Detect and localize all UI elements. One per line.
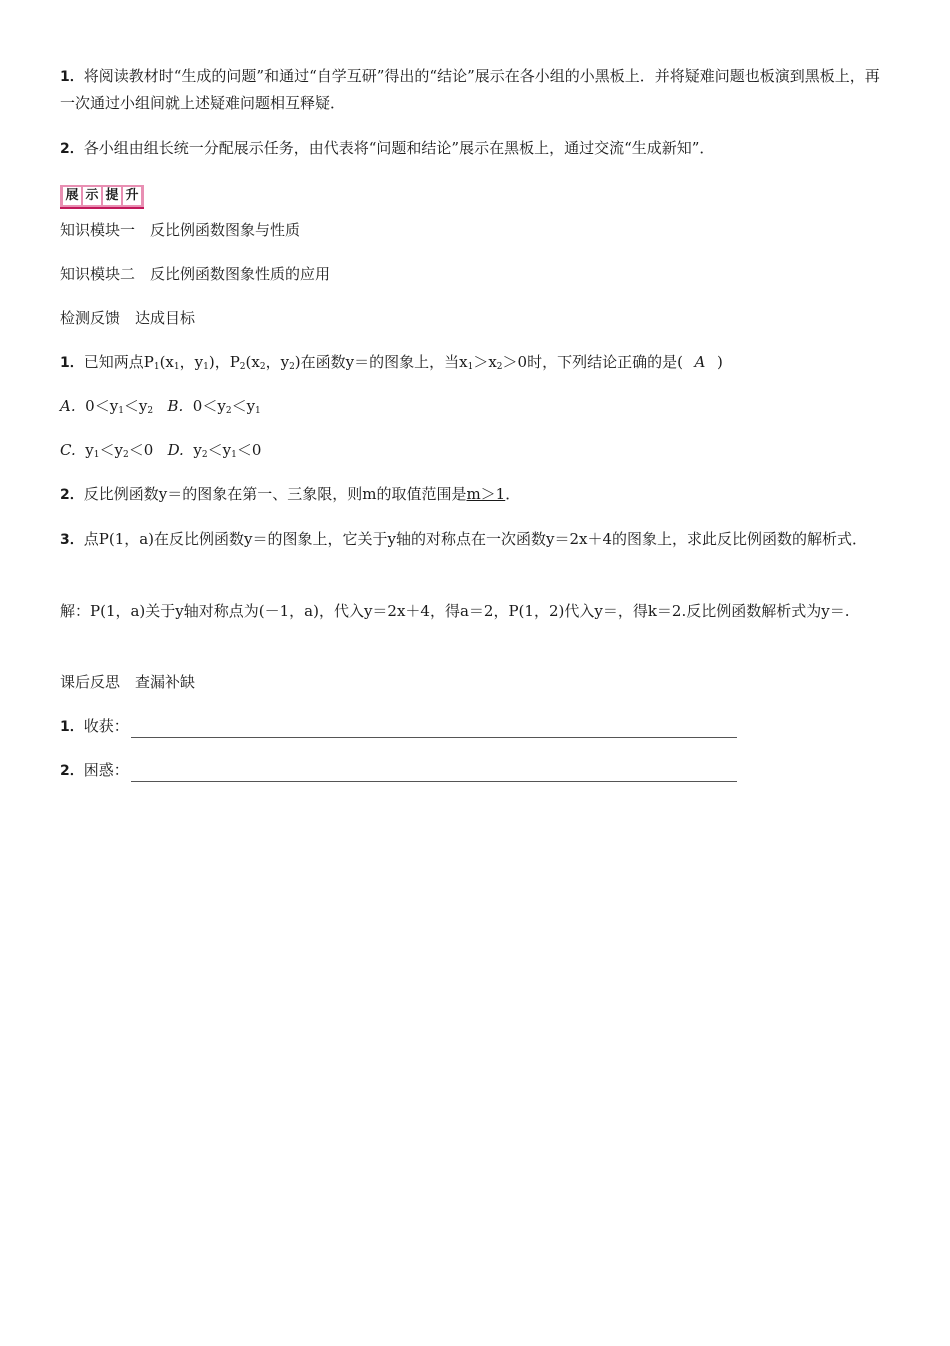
opt-sub: 1: [231, 450, 237, 460]
question-3-solution: 解：P(1，a)关于y轴对称点为(－1，a)，代入y＝2x＋4，得a＝2，P(1，2)代入y＝，得k＝2.反比例函数解析式为y＝.: [60, 602, 850, 620]
q1-sub: 1: [467, 362, 474, 372]
reflection-confusion-blank-line[interactable]: [131, 767, 737, 782]
option-a-text: [85, 397, 153, 415]
opt-text: y: [85, 441, 94, 459]
q1-text: (x: [159, 353, 174, 371]
q1-sub: 2: [289, 362, 295, 372]
badge-char-1: 展: [63, 187, 81, 205]
option-d-text: [193, 441, 261, 459]
check-feedback-heading: 检测反馈 达成目标: [60, 309, 196, 327]
opt-sub: 2: [122, 450, 129, 460]
q1-sub: 2: [239, 362, 246, 372]
q1-sub: 1: [153, 362, 160, 372]
question-3-number: 3．: [60, 532, 84, 548]
opt-text: ＜y: [207, 441, 232, 459]
opt-text: ＜y: [99, 441, 123, 459]
q1-text: 已知两点P: [83, 353, 154, 371]
question-1-answer: A: [694, 353, 706, 371]
intro-item-1: [60, 63, 892, 116]
opt-sub: 2: [147, 406, 154, 416]
intro-item-1-text: 将阅读教材时“生成的问题”和通过“自学互研”得出的“结论”展示在各小组的小黑板上．并将疑难问题也板演到黑板上，再一次通过小组间就上述疑难问题相互释疑．: [60, 67, 880, 112]
q1-text: ＞x: [473, 353, 497, 371]
opt-text: 0＜y: [192, 397, 226, 415]
option-d-label: D.: [167, 441, 184, 459]
q1-text: ，y: [265, 353, 290, 371]
reflection-confusion: [60, 759, 737, 782]
option-a-label: A.: [60, 397, 76, 415]
reflection-gain-number: 1．: [60, 719, 84, 735]
question-2-text: 反比例函数y＝的图象在第一、三象限，则m的取值范围是: [83, 485, 467, 503]
q1-sub: 1: [173, 362, 180, 372]
intro-item-2-number: 2．: [60, 141, 84, 157]
question-1-number: 1．: [60, 355, 84, 371]
q1-text: ): [716, 353, 723, 371]
reflection-confusion-label: 困惑：: [83, 761, 129, 779]
q1-text: (x: [245, 353, 260, 371]
reflection-gain-label: 收获：: [83, 717, 129, 735]
opt-sub: 1: [118, 406, 124, 416]
q1-sub: 2: [259, 362, 266, 372]
q1-text: )，P: [208, 353, 240, 371]
opt-text: ＜0: [236, 441, 262, 459]
reflection-gain-blank-line[interactable]: [131, 723, 737, 738]
q1-text: ，y: [179, 353, 204, 371]
option-b-label: B.: [167, 397, 184, 415]
module-1-heading: 知识模块一 反比例函数图象与性质: [60, 221, 301, 239]
question-3: [60, 526, 892, 553]
question-2-end: ．: [505, 485, 521, 503]
question-2-number: 2．: [60, 487, 84, 503]
opt-text: ＜y: [231, 397, 256, 415]
opt-sub: 2: [201, 450, 208, 460]
badge-char-3: 提: [103, 187, 121, 205]
option-c-text: [85, 441, 153, 459]
option-c-label: C.: [60, 441, 76, 459]
opt-sub: 2: [225, 406, 232, 416]
opt-text: y: [193, 441, 202, 459]
question-3-text: 点P(1，a)在反比例函数y＝的图象上，它关于y轴的对称点在一次函数y＝2x＋4的图象上，求此反比例函数的解析式．: [83, 530, 868, 548]
question-1-options-cd: [60, 439, 261, 461]
opt-text: 0＜y: [85, 397, 119, 415]
q1-text: )在函数y＝的图象上，当x: [294, 353, 468, 371]
q1-text: ＞0时，下列结论正确的是(: [502, 353, 683, 371]
opt-sub: 1: [93, 450, 100, 460]
intro-item-2: [60, 137, 714, 160]
option-b-text: [193, 397, 261, 415]
reflection-gain: [60, 715, 737, 738]
intro-item-2-text: 各小组由组长统一分配展示任务，由代表将“问题和结论”展示在黑板上，通过交流“生成新知”．: [83, 139, 715, 157]
badge-char-4: 升: [123, 187, 141, 205]
opt-text: ＜y: [123, 397, 148, 415]
opt-sub: 1: [255, 406, 261, 416]
opt-text: ＜0: [128, 441, 154, 459]
badge-char-2: 示: [83, 187, 101, 205]
question-1: [60, 351, 723, 374]
question-2: [60, 483, 520, 506]
q1-sub: 1: [203, 362, 209, 372]
q1-sub: 2: [496, 362, 503, 372]
module-2-heading: 知识模块二 反比例函数图象性质的应用: [60, 265, 331, 283]
intro-item-1-number: 1．: [60, 69, 84, 85]
reflection-confusion-number: 2．: [60, 763, 84, 779]
reflection-heading: 课后反思 查漏补缺: [60, 673, 196, 691]
section-badge-show-improve: [60, 185, 144, 209]
question-1-options-ab: [60, 395, 261, 417]
question-2-answer: m＞1: [466, 485, 506, 503]
